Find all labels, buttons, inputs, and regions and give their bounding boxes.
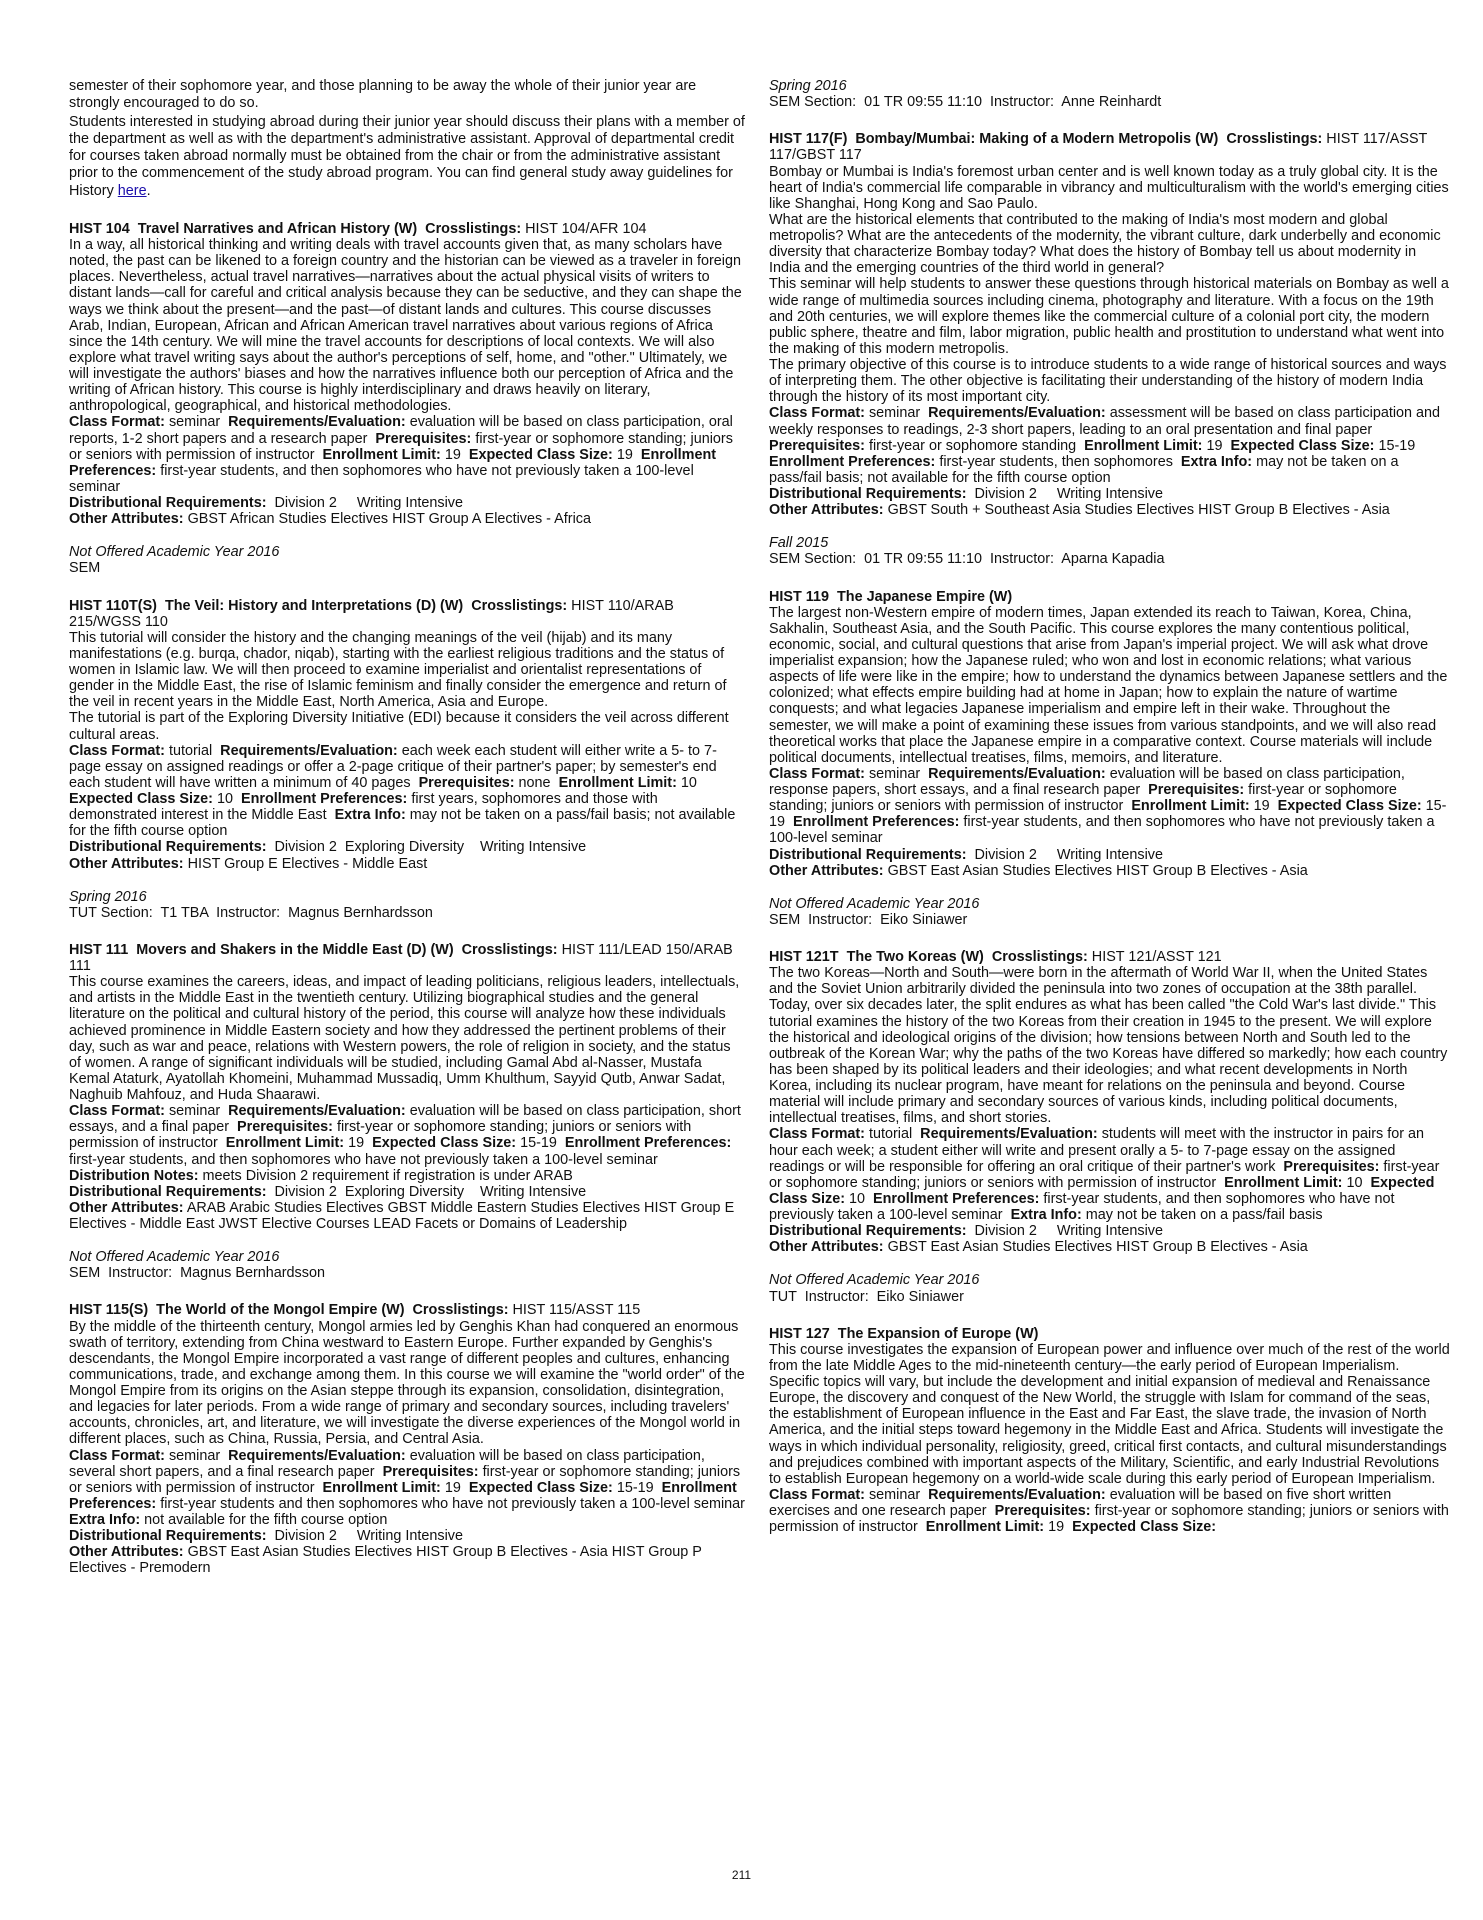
enrollment-pref-value: first-year students, then sophomores	[939, 453, 1173, 470]
crosslistings-label: Crosslistings:	[412, 1302, 509, 1319]
class-format-label: Class Format:	[69, 1103, 165, 1120]
distributional-label: Distributional Requirements:	[769, 1223, 967, 1240]
other-attributes	[69, 856, 745, 872]
class-format-value: seminar	[168, 1103, 221, 1120]
course-entry	[769, 1325, 1453, 1536]
expected-size-label: Expected Class Size:	[468, 446, 613, 463]
distributional-label: Distributional Requirements:	[69, 1528, 267, 1545]
course-description	[69, 974, 745, 1103]
crosslistings-value: HIST 115/ASST 115	[512, 1302, 641, 1319]
requirements-value: each week each student will either write a 5- to 7-page essay on assigned readings or offer a 2-page critique of their partner's paper; by semester's end each student will have written a minimum of 40 pages	[69, 742, 721, 791]
course-title-line	[69, 1302, 745, 1318]
extra-info-value: may not be taken on a pass/fail basis; not available for the fifth course option	[769, 453, 1403, 486]
requirements-value: students will meet with the instructor in pairs for an hour each week; a student either will write and present orally a 5- to 7-page essay on the assigned readings or will be responsible for offering an oral critique of their partner's work	[769, 1126, 1429, 1175]
course-description	[769, 164, 1450, 406]
class-format-label: Class Format:	[69, 742, 165, 759]
distributional-requirements	[69, 1528, 745, 1544]
course-title: HIST 110T(S) The Veil: History and Interpretations (D) (W)	[69, 597, 464, 614]
other-attributes-value: HIST Group E Electives - Middle East	[187, 855, 428, 872]
course-entry	[769, 949, 1450, 1305]
other-attributes-label: Other Attributes:	[769, 862, 884, 879]
distributional-label: Distributional Requirements:	[769, 486, 967, 502]
enrollment-pref-value: first-year students, and then sophomores who have not previously taken a 100-level seminar	[69, 1151, 658, 1168]
enrollment-limit-value: 10	[680, 774, 697, 791]
extra-info-label: Extra Info:	[1180, 453, 1253, 470]
expected-size-value: 15-19	[616, 1479, 654, 1496]
distributional-value: Division 2 Writing Intensive	[974, 846, 1163, 863]
enrollment-limit-value: 19	[1048, 1519, 1065, 1536]
other-attributes	[69, 511, 745, 527]
distributional-label: Distributional Requirements:	[69, 839, 267, 856]
distributional-requirements	[69, 495, 745, 511]
course-details	[69, 1448, 745, 1529]
course-title: HIST 104 Travel Narratives and African History (W)	[69, 220, 418, 237]
distributional-value: Division 2 Exploring Diversity Writing Intensive	[274, 1183, 587, 1200]
description-paragraph: By the middle of the thirteenth century, Mongol armies led by Genghis Khan had conquered an enormous swath of territory, extending from China westward to Eastern Europe. Further expanded by Genghis's descendants, the Mongol Empire incorporated a vast range of different peoples and cultures, enhancing communications, trade, and exchange among them. In this course we will examine the "world order" of the Mongol Empire from its origins on the Asian steppe through its expansion, consolidation, disintegration, and legacies for later periods. From a wide range of primary and secondary sources, including travelers' accounts, chronicles, art, and literature, we will investigate the diverse experiences of the Mongol world in different places, such as China, Russia, Persia, and Central Asia.	[69, 1318, 745, 1448]
enrollment-pref-value: first-year students, and then sophomores who have not previously taken a 100-level seminar	[769, 814, 1439, 847]
crosslistings-value: HIST 121/ASST 121	[1091, 949, 1222, 965]
description-paragraph: What are the historical elements that contributed to the making of India's most modern and global metropolis? What are the antecedents of the modernity, the vibrant culture, dark underbelly and economic diversity that characterize Bombay today? What does the history of Bombay tell us about modernity in India and the emerging countries of the third world in general?	[769, 211, 1441, 277]
distributional-value: Division 2 Writing Intensive	[974, 486, 1163, 502]
prerequisites-label: Prerequisites:	[994, 1503, 1091, 1519]
enrollment-limit-label: Enrollment Limit:	[225, 1135, 345, 1152]
course-description	[69, 630, 745, 743]
course-title-line	[769, 1326, 1450, 1342]
schedule-section: SEM	[69, 560, 101, 577]
enrollment-limit-value: 19	[444, 1479, 461, 1496]
intro-paragraph-2	[69, 114, 745, 200]
description-paragraph: This course examines the careers, ideas, and impact of leading politicians, religious leaders, intellectuals, and artists in the Middle East in the twentieth century. Utilizing biographical studies and the general literature on the political and cultural history of the period, this course will analyze how these individuals achieved prominence in Middle Eastern society and how they addressed the pertinent problems of their day, such as war and peace, relations with Western powers, the role of religion in society, and the status of women. A range of significant individuals will be studied, including Gamal Abd al-Nasser, Mustafa Kemal Ataturk, Ayatollah Khomeini, Muhammad Mussadiq, Umm Khulthum, Sayyid Qutb, Anwar Sadat, Naghuib Mahfouz, and Huda Shaarawi.	[69, 974, 740, 1104]
distributional-value: Division 2 Writing Intensive	[274, 1528, 463, 1545]
course-schedule	[769, 896, 1450, 928]
prerequisites-label: Prerequisites:	[418, 774, 515, 791]
course-title-line	[69, 942, 745, 974]
description-paragraph: In a way, all historical thinking and writing deals with travel accounts given that, as many scholars have noted, the past can be likened to a foreign country and the historian can be viewed as a traveler in foreign places. Nevertheless, actual travel narratives—narratives about the actual physical visits of writers to distant lands—call for careful and critical analysis because they can be seductive, and they can shape the ways we think about the present—and the past—of distant lands and cultures. This course discusses Arab, Indian, European, African and African American travel narratives about various regions of Africa since the 14th century. We will mine the travel accounts for descriptions of local contexts. We will also explore what travel writing says about the author's perceptions of self, home, and "other." Ultimately, we will investigate the authors' biases and how the narratives influence both our perception of Africa and the writing of African history. This course is highly interdisciplinary and draws heavily on literary, anthropological, geographical, and historical methodologies.	[69, 237, 742, 415]
enrollment-limit-label: Enrollment Limit:	[322, 446, 441, 463]
requirements-label: Requirements/Evaluation:	[220, 742, 398, 759]
prerequisites-value: first-year or sophomore standing; juniors or seniors with permission of instructor	[769, 1158, 1444, 1191]
other-attributes-value: ARAB Arabic Studies Electives GBST Middle Eastern Studies Electives HIST Group E Electives - Middle East JWST Elective Courses LEAD Facets or Domains of Leadership	[69, 1199, 735, 1233]
class-format-label: Class Format:	[769, 1486, 865, 1503]
other-attributes	[69, 1544, 745, 1576]
class-format-label: Class Format:	[769, 405, 865, 422]
crosslistings-value: HIST 117/ASST 117/GBST 117	[769, 131, 1432, 164]
description-paragraph: This tutorial will consider the history and the changing meanings of the veil (hijab) and its many manifestations (e.g. burqa, chador, niqab), starting with the earliest religious traditions and the status of women in Islamic law. We will then proceed to examine imperialist and orientalist representations of gender in the Middle East, the rise of Islamic feminism and finally consider the emergence and return of the veil in recent years in the Middle East, North America, Asia and Europe.	[69, 629, 727, 711]
requirements-label: Requirements/Evaluation:	[228, 414, 406, 431]
other-attributes-label: Other Attributes:	[69, 1199, 184, 1216]
course-title: HIST 119 The Japanese Empire (W)	[769, 588, 1013, 605]
description-paragraph: Bombay or Mumbai is India's foremost urban center and is well known today as a truly global city. It is the heart of India's commercial life comparable in vibrancy and multiculturalism with the world's emerging cities like Shanghai, Hong Kong and Sao Paulo.	[769, 163, 1449, 212]
course-details	[769, 766, 1450, 847]
schedule-section: SEM Instructor: Magnus Bernhardsson	[69, 1265, 325, 1282]
schedule-term: Spring 2016	[769, 78, 847, 94]
requirements-value: evaluation will be based on class participation, short essays, and a final paper	[69, 1103, 745, 1136]
crosslistings-value: HIST 110/ARAB 215/WGSS 110	[69, 597, 678, 630]
description-paragraph: The two Koreas—North and South—were born in the aftermath of World War II, when the United States and the Soviet Union arbitrarily divided the peninsula into two zones of occupation at the 38th parallel. Today, over six decades later, the split endures as what has been called "the Cold War's last divide." This tutorial examines the history of the two Koreas from their creation in 1945 to the present. We will explore the historical and ideological origins of the division; how tensions between North and South led to the outbreak of the Korean War; why the paths of the two Koreas have differed so markedly; how each country has been shaped by its political leaders and their ideologies; and what recent developments in North Korea, including its nuclear program, have meant for relations on the peninsula and beyond. Course material will include primary and secondary sources of various kinds, including political documents, intellectual treatises, films, and short stories.	[769, 965, 1448, 1127]
course-title-line	[69, 598, 745, 630]
course-title: HIST 121T The Two Koreas (W)	[769, 949, 984, 965]
course-title: HIST 115(S) The World of the Mongol Empire (W)	[69, 1302, 405, 1319]
description-paragraph: This course investigates the expansion of European power and influence over much of the rest of the world from the late Middle Ages to the mid-nineteenth century—the early period of European Imperialism. Specific topics will vary, but include the development and initial expansion of medieval and Renaissance Europe, the discovery and conquest of the New World, the struggle with Islam for command of the seas, the establishment of European influence in the East and Far East, the slave trade, the invasion of North America, and the initial steps toward hegemony in the Middle East and Africa. Students will investigate the ways in which individual personality, religiosity, greed, critical first contacts, and cultural misunderstandings and prejudices combined with important aspects of the Military, Scientific, and early Industrial Revolutions to establish European hegemony on a world-wide scale during this early period of European Imperialism.	[769, 1341, 1450, 1487]
distributional-label: Distributional Requirements:	[69, 495, 267, 512]
class-format-label: Class Format:	[769, 765, 865, 782]
distributional-label: Distributional Requirements:	[69, 1183, 267, 1200]
expected-size-value: 10	[849, 1190, 866, 1207]
class-format-value: seminar	[868, 405, 921, 422]
schedule-section: SEM Instructor: Eiko Siniawer	[769, 911, 968, 928]
course-title-line	[69, 221, 745, 237]
prerequisites-label: Prerequisites:	[382, 1463, 479, 1480]
enrollment-pref-value: first years, sophomores and those with demonstrated interest in the Middle East	[69, 791, 662, 824]
course-entry	[769, 131, 1450, 567]
other-attributes-value: GBST East Asian Studies Electives HIST Group B Electives - Asia HIST Group P Electives - Premodern	[69, 1544, 702, 1577]
other-attributes-label: Other Attributes:	[69, 1544, 184, 1561]
enrollment-pref-value: first-year students, and then sophomores who have not previously taken a 100-level seminar	[769, 1190, 1399, 1223]
class-format-value: seminar	[868, 765, 921, 782]
schedule-term: Spring 2016	[69, 888, 147, 905]
schedule-term: Not Offered Academic Year 2016	[69, 544, 280, 561]
other-attributes-value: GBST African Studies Electives HIST Group A Electives - Africa	[187, 511, 591, 528]
requirements-label: Requirements/Evaluation:	[928, 405, 1106, 422]
requirements-value: evaluation will be based on class participation, several short papers, and a final research paper	[69, 1447, 709, 1480]
enrollment-limit-label: Enrollment Limit:	[925, 1519, 1045, 1536]
course-description	[769, 605, 1450, 766]
study-away-guidelines-link[interactable]: here	[117, 182, 147, 199]
prerequisites-value: first-year or sophomore standing; juniors or seniors with permission of instructor	[769, 782, 1401, 815]
schedule-term: Not Offered Academic Year 2016	[769, 895, 980, 912]
requirements-label: Requirements/Evaluation:	[228, 1103, 406, 1120]
requirements-value: assessment will be based on class participation and weekly responses to readings, 2-3 short papers, leading to an oral presentation and final paper	[769, 405, 1445, 438]
course-details	[69, 414, 745, 495]
other-attributes-value: GBST East Asian Studies Electives HIST Group B Electives - Asia	[887, 1239, 1308, 1256]
prerequisites-value: first-year or sophomore standing; juniors or seniors with permission of instructor	[69, 1463, 745, 1496]
course-schedule	[69, 889, 745, 921]
expected-size-value: 19	[616, 446, 633, 463]
course-description	[769, 965, 1450, 1126]
left-course-list	[69, 221, 745, 1577]
course-schedule	[769, 1272, 1450, 1304]
class-format-label: Class Format:	[69, 414, 165, 431]
crosslistings-label: Crosslistings:	[461, 941, 558, 958]
distributional-value: Division 2 Writing Intensive	[274, 495, 463, 512]
description-paragraph: The primary objective of this course is to introduce students to a wide range of historical sources and ways of interpreting them. The other objective is facilitating their understanding of the history of modern India through the history of its most important city.	[769, 357, 1447, 406]
course-description	[69, 1319, 745, 1448]
enrollment-pref-label: Enrollment Preferences:	[873, 1190, 1040, 1207]
enrollment-limit-value: 10	[1346, 1174, 1363, 1191]
distributional-requirements	[69, 839, 745, 855]
extra-info-value: may not be taken on a pass/fail basis	[1085, 1207, 1323, 1223]
crosslistings-label: Crosslistings:	[471, 597, 568, 614]
requirements-label: Requirements/Evaluation:	[228, 1447, 406, 1464]
prerequisites-value: none	[518, 774, 551, 791]
schedule-section: SEM Section: 01 TR 09:55 11:10 Instructor: Aparna Kapadia	[769, 551, 1165, 568]
distributional-value: Division 2 Writing Intensive	[974, 1223, 1163, 1240]
class-format-value: seminar	[168, 414, 221, 431]
intro-section	[69, 78, 745, 200]
other-attributes-label: Other Attributes:	[769, 1239, 884, 1256]
crosslistings-label: Crosslistings:	[425, 220, 522, 237]
class-format-label: Class Format:	[769, 1126, 865, 1143]
prerequisites-value: first-year or sophomore standing	[868, 437, 1077, 454]
prerequisites-value: first-year or sophomore standing; juniors or seniors with permission of instructor	[69, 1119, 696, 1152]
enrollment-pref-label: Enrollment Preferences:	[769, 453, 936, 470]
prerequisites-value: first-year or sophomore standing; juniors or seniors with permission of instructor	[769, 1503, 1453, 1536]
extra-info-label: Extra Info:	[334, 807, 406, 824]
course-details	[769, 405, 1450, 486]
enrollment-pref-label: Enrollment Preferences:	[69, 1479, 741, 1512]
course-entry	[769, 589, 1450, 929]
expected-size-label: Expected Class Size:	[1072, 1519, 1217, 1536]
schedule-term: Fall 2015	[769, 535, 829, 552]
requirements-label: Requirements/Evaluation:	[928, 1486, 1106, 1503]
schedule-section: SEM Section: 01 TR 09:55 11:10 Instructor: Anne Reinhardt	[769, 94, 1162, 111]
other-attributes-label: Other Attributes:	[69, 511, 184, 528]
distributional-requirements	[769, 1223, 1450, 1239]
enrollment-pref-label: Enrollment Preferences:	[69, 446, 721, 479]
prerequisites-label: Prerequisites:	[769, 437, 865, 454]
class-format-value: tutorial	[168, 742, 213, 759]
expected-size-label: Expected Class Size:	[1277, 798, 1422, 815]
prerequisites-label: Prerequisites:	[1148, 782, 1245, 798]
class-format-value: tutorial	[868, 1126, 913, 1143]
requirements-value: evaluation will be based on five short written exercises and one research paper	[769, 1486, 1396, 1519]
class-format-value: seminar	[868, 1486, 921, 1503]
other-attributes-value: GBST South + Southeast Asia Studies Electives HIST Group B Electives - Asia	[887, 502, 1390, 519]
intro-paragraph-2-text: Students interested in studying abroad during their junior year should discuss their plans with a member of the department as well as with the department's administrative assistant. Approval of departmental credit for courses taken abroad normally must be obtained from the chair or from the administrative assistant prior to the commencement of the study abroad program. You can find general study away guidelines for History	[69, 113, 745, 199]
distribution-notes-label: Distribution Notes:	[69, 1167, 199, 1184]
description-paragraph: The tutorial is part of the Exploring Diversity Initiative (EDI) because it considers the veil across different cultural areas.	[69, 710, 729, 743]
course-schedule	[69, 1249, 745, 1281]
distribution-notes-value: meets Division 2 requirement if registration is under ARAB	[202, 1167, 573, 1184]
course-title-line	[769, 589, 1450, 605]
course-entry	[69, 598, 745, 921]
course-title-line	[769, 949, 1450, 965]
expected-size-value: 15-19	[1378, 437, 1416, 454]
prerequisites-label: Prerequisites:	[375, 430, 472, 447]
requirements-label: Requirements/Evaluation:	[920, 1126, 1098, 1143]
distributional-requirements	[769, 486, 1450, 502]
requirements-label: Requirements/Evaluation:	[928, 765, 1106, 782]
crosslistings-value: HIST 104/AFR 104	[525, 220, 647, 237]
course-details	[69, 743, 745, 840]
extra-info-label: Extra Info:	[1010, 1207, 1082, 1223]
description-paragraph: The largest non-Western empire of modern times, Japan extended its reach to Taiwan, Korea, China, Sakhalin, Southeast Asia, and the South Pacific. This course explores the many contentious political, economic, social, and cultural questions that arise from Japan's imperial project. We will ask what drove imperialist expansion; how the Japanese ruled; who won and lost in economic relations; what various aspects of life were like in the empire; how to understand the dynamics between Japanese settlers and the colonized; what effects empire building had at home in Japan; how to explain the nature of wartime conquests; and what legacies Japanese imperialism and empire left in their wake. Throughout the semester, we will make a point of examining these issues from various standpoints, and we will also read theoretical works that place the Japanese empire in a comparative context. Course materials will include political documents, intellectual treatises, films, memoirs, and literature.	[769, 604, 1448, 766]
distributional-value: Division 2 Exploring Diversity Writing Intensive	[274, 839, 587, 856]
other-attributes-value: GBST East Asian Studies Electives HIST Group B Electives - Asia	[887, 862, 1308, 879]
course-details	[769, 1126, 1450, 1223]
other-attributes	[769, 863, 1450, 879]
other-attributes	[769, 502, 1450, 518]
schedule-section: TUT Instructor: Eiko Siniawer	[769, 1288, 964, 1305]
extra-info-value: not available for the fifth course option	[144, 1512, 388, 1529]
expected-size-label: Expected Class Size:	[1230, 437, 1375, 454]
enrollment-pref-label: Enrollment Preferences:	[564, 1135, 732, 1152]
other-attributes-label: Other Attributes:	[769, 502, 884, 519]
course-title: HIST 117(F) Bombay/Mumbai: Making of a Modern Metropolis (W)	[769, 131, 1219, 148]
enrollment-limit-label: Enrollment Limit:	[1131, 798, 1250, 815]
prerequisites-label: Prerequisites:	[237, 1119, 333, 1136]
course-details	[69, 1103, 745, 1184]
course-entry	[69, 942, 745, 1282]
expected-size-value: 15-19	[520, 1135, 557, 1152]
course-entry	[69, 1302, 745, 1576]
distributional-requirements	[69, 1184, 745, 1200]
extra-info-label: Extra Info:	[69, 1512, 141, 1529]
intro-paragraph-1: semester of their sophomore year, and those planning to be away the whole of their junior year are strongly encouraged to do so.	[69, 78, 697, 112]
right-course-list	[769, 78, 1453, 1536]
enrollment-limit-value: 19	[1206, 437, 1223, 454]
course-schedule	[769, 535, 1450, 567]
requirements-value: evaluation will be based on class participation, response papers, short essays, and a final research paper	[769, 765, 1409, 798]
other-attributes	[69, 1200, 745, 1232]
expected-size-label: Expected Class Size:	[769, 1174, 1439, 1207]
crosslistings-label: Crosslistings:	[991, 949, 1088, 965]
expected-size-label: Expected Class Size:	[372, 1135, 517, 1152]
course-schedule	[769, 78, 1450, 110]
enrollment-pref-value: first-year students, and then sophomores who have not previously taken a 100-level seminar	[69, 462, 698, 495]
prerequisites-value: first-year or sophomore standing; juniors or seniors with permission of instructor	[69, 430, 737, 463]
expected-size-label: Expected Class Size:	[468, 1479, 613, 1496]
distributional-label: Distributional Requirements:	[769, 846, 967, 863]
page-number: 211	[731, 1868, 752, 1882]
course-entry	[69, 221, 745, 577]
enrollment-limit-label: Enrollment Limit:	[322, 1479, 441, 1496]
expected-size-label: Expected Class Size:	[69, 791, 213, 808]
expected-size-value: 10	[216, 791, 233, 808]
enrollment-limit-label: Enrollment Limit:	[558, 774, 677, 791]
course-details	[769, 1486, 1453, 1536]
description-paragraph: This seminar will help students to answer these questions through historical materials on Bombay as well a wide range of multimedia sources including cinema, photography and literature. With a focus on the 19th and 20th centuries, we will explore themes like the commercial culture of a colonial port city, the modern public sphere, theatre and film, labor migration, public health and prostitution to understand what went into the making of this modern metropolis.	[769, 276, 1449, 357]
course-title-line	[769, 131, 1450, 163]
enrollment-pref-label: Enrollment Preferences:	[793, 814, 960, 831]
crosslistings-value: HIST 111/LEAD 150/ARAB 111	[69, 941, 737, 975]
schedule-term: Not Offered Academic Year 2016	[769, 1272, 980, 1289]
enrollment-limit-label: Enrollment Limit:	[1224, 1174, 1343, 1191]
requirements-value: evaluation will be based on class participation, oral reports, 1-2 short papers and a research paper	[69, 414, 737, 447]
right-column	[769, 78, 1453, 1536]
crosslistings-label: Crosslistings:	[1226, 131, 1323, 148]
class-format-value: seminar	[168, 1447, 221, 1464]
enrollment-limit-value: 19	[444, 446, 461, 463]
enrollment-limit-value: 19	[348, 1135, 365, 1152]
enrollment-pref-value: first-year students and then sophomores who have not previously taken a 100-level seminar	[160, 1495, 745, 1512]
course-description	[69, 237, 745, 414]
other-attributes	[769, 1239, 1450, 1255]
extra-info-value: may not be taken on a pass/fail basis; not available for the fifth course option	[69, 807, 740, 840]
other-attributes-label: Other Attributes:	[69, 855, 184, 872]
course-description	[769, 1342, 1450, 1487]
course-schedule	[69, 544, 745, 576]
course-title: HIST 127 The Expansion of Europe (W)	[769, 1325, 1039, 1342]
left-column	[69, 78, 745, 1577]
enrollment-limit-label: Enrollment Limit:	[1084, 437, 1203, 454]
enrollment-limit-value: 19	[1253, 798, 1270, 815]
enrollment-pref-label: Enrollment Preferences:	[241, 791, 408, 808]
distributional-requirements	[769, 847, 1450, 863]
intro-paragraph-2-end: .	[146, 182, 151, 199]
schedule-term: Not Offered Academic Year 2016	[69, 1249, 280, 1266]
course-title: HIST 111 Movers and Shakers in the Middle East (D) (W)	[69, 941, 454, 958]
schedule-section: TUT Section: T1 TBA Instructor: Magnus Bernhardsson	[69, 904, 433, 921]
class-format-label: Class Format:	[69, 1447, 165, 1464]
expected-size-value: 15-19	[769, 798, 1447, 831]
prerequisites-label: Prerequisites:	[1283, 1158, 1380, 1175]
